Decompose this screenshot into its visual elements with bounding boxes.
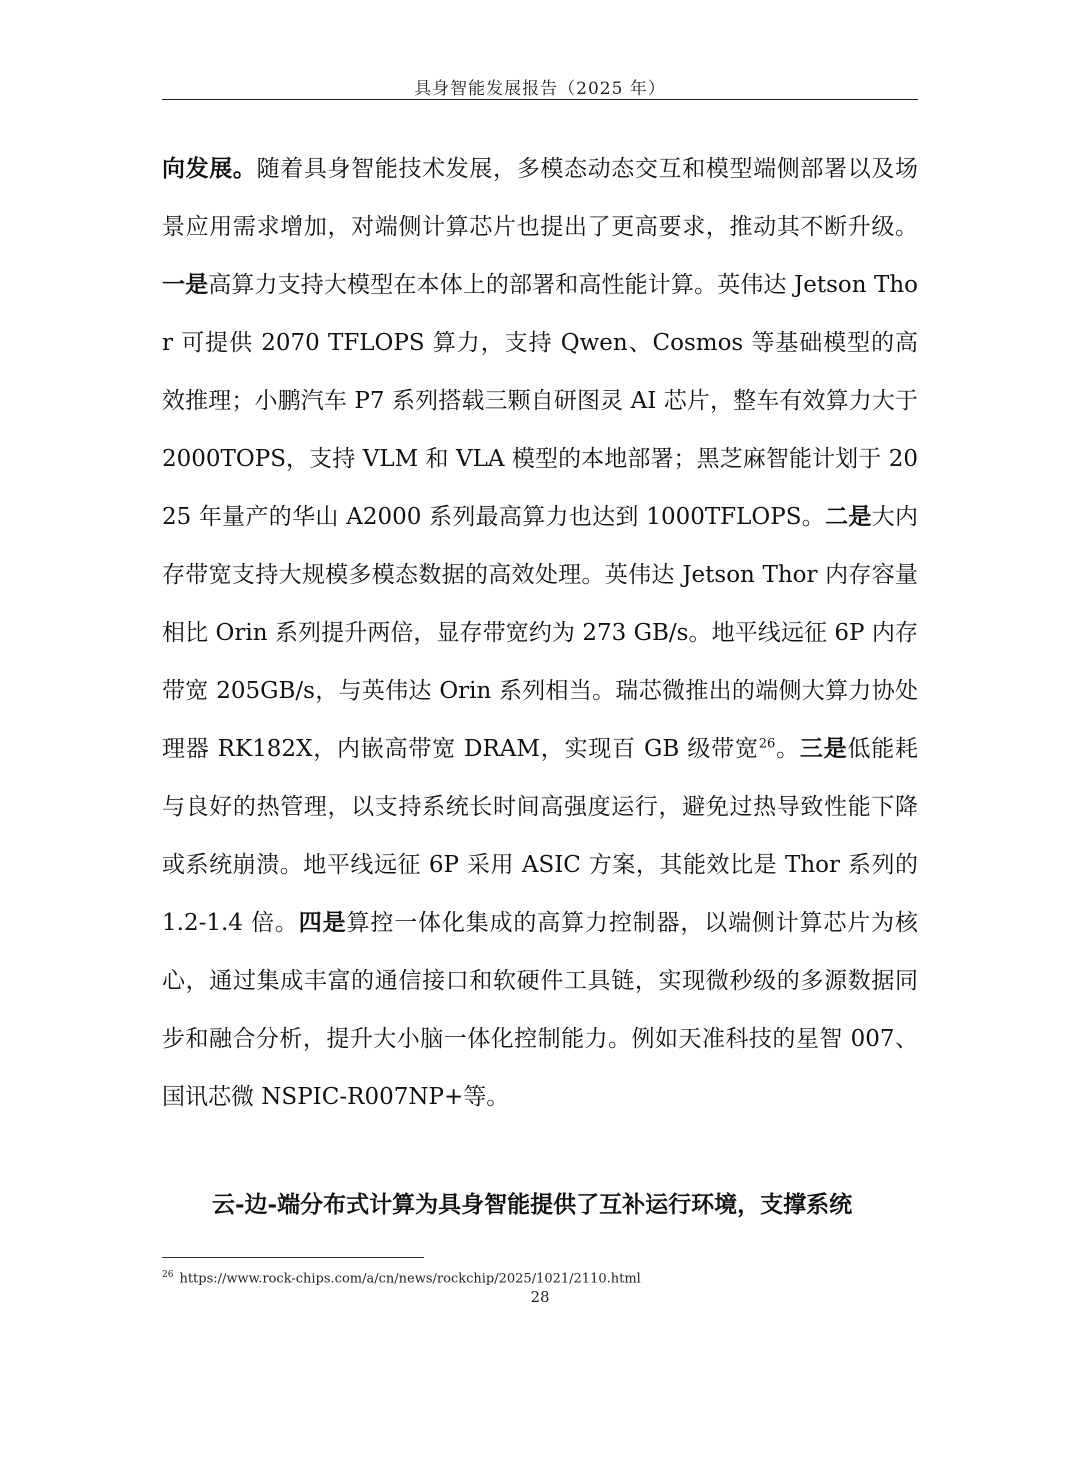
footnote-number: 26 (162, 1270, 174, 1280)
point-4-text: 算控一体化集成的高算力控制器，以端侧计算芯片为核心，通过集成丰富的通信接口和软硬件工具链，实现微秒级的多源数据同步和融合分析，提升大小脑一体化控制能力。例如天准科技的星智 007、国讯芯微 NSPIC-R007NP+等。 (162, 910, 919, 1110)
page-header-title: 具身智能发展报告（2025 年） (414, 79, 666, 99)
footnote-reference[interactable]: 26 (758, 736, 776, 752)
footnote-divider (162, 1257, 424, 1258)
point-2-end: 。 (775, 736, 800, 762)
point-1-lead: 一是 (162, 271, 209, 298)
point-4-lead: 四是 (298, 909, 347, 936)
point-3-text: 低能耗与良好的热管理，以支持系统长时间高强度运行，避免过热导致性能下降或系统崩溃。地平线远征 6P 采用 ASIC 方案，其能效比是 Thor 系列的 1.2-1.4 倍。 (162, 736, 919, 936)
point-2-text: 大内存带宽支持大规模多模态数据的高效处理。英伟达 Jetson Thor 内存容量相比 Orin 系列提升两倍，显存带宽约为 273 GB/s。地平线远征 6P 内存带宽 205GB/s，与英伟达 Orin 系列相当。瑞芯微推出的端侧大算力协处理器 RK182X，内嵌高带宽 DRAM，实现百 GB 级带宽 (162, 504, 919, 762)
page-number: 28 (530, 1288, 550, 1306)
sentence-1-text: 随着具身智能技术发展，多模态动态交互和模型端侧部署以及场景应用需求增加，对端侧计算芯片也提出了更高要求，推动其不断升级。 (162, 156, 919, 240)
point-2-lead: 二是 (825, 503, 872, 530)
header-divider (162, 99, 918, 100)
point-3-lead: 三是 (799, 735, 848, 762)
second-paragraph: 云-边-端分布式计算为具身智能提供了互补运行环境，支撑系统 (212, 1191, 853, 1218)
footnote-url[interactable]: https://www.rock-chips.com/a/cn/news/rockchip/2025/1021/2110.html (179, 1271, 641, 1287)
sentence-1-lead: 向发展。 (162, 155, 257, 182)
main-paragraph (162, 140, 918, 1126)
point-1-text: 高算力支持大模型在本体上的部署和高性能计算。英伟达 Jetson Thor 可提供 2070 TFLOPS 算力，支持 Qwen、Cosmos 等基础模型的高效推理；小鹏汽车 P7 系列搭载三颗自研图灵 AI 芯片，整车有效算力大于 2000TOPS，支持 VLM 和 VLA 模型的本地部署；黑芝麻智能计划于 2025 年量产的华山 A2000 系列最高算力也达到 1000TFLOPS。 (162, 272, 918, 530)
footnote (162, 1266, 641, 1288)
